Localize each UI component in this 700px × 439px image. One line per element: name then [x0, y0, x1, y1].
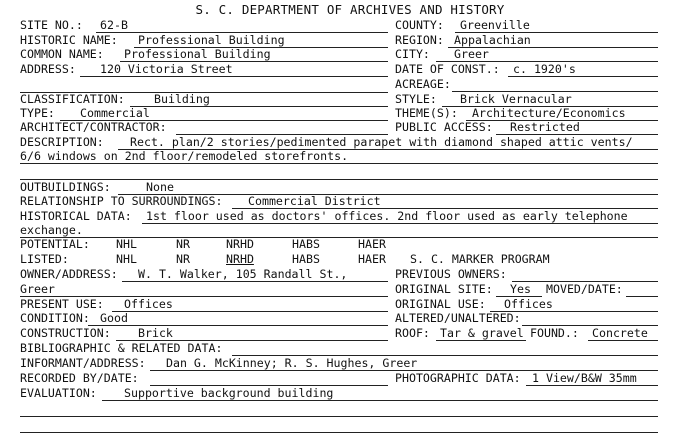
type-value: Commercial: [80, 106, 150, 120]
address-underline: [80, 76, 388, 77]
historical-data-label: HISTORICAL DATA:: [20, 209, 132, 223]
previous-owners-label: PREVIOUS OWNERS:: [395, 267, 507, 281]
roof-underline: [436, 340, 526, 341]
county-value: Greenville: [460, 18, 530, 32]
listed-label: LISTED:: [20, 252, 69, 266]
acreage-label: ACREAGE:: [395, 77, 451, 91]
evaluation-underline-3: [20, 432, 658, 433]
owner-address-line-2: Greer: [20, 282, 55, 296]
moved-date-underline: [626, 296, 658, 297]
condition-underline: [88, 325, 388, 326]
common-name-value: Professional Building: [124, 47, 271, 61]
common-name-label: COMMON NAME:: [20, 47, 104, 61]
owner-address-label: OWNER/ADDRESS:: [20, 267, 118, 281]
address-value: 120 Victoria Street: [100, 62, 233, 76]
original-site-value: Yes: [510, 282, 531, 296]
type-label: TYPE:: [20, 106, 55, 120]
foundation-value: Concrete: [592, 326, 648, 340]
address-label: ADDRESS:: [20, 62, 76, 76]
description-underline-2: [20, 163, 658, 164]
roof-value: Tar & gravel: [440, 326, 524, 340]
surroundings-value: Commercial District: [248, 194, 381, 208]
altered-label: ALTERED/UNALTERED:: [395, 311, 521, 325]
region-value: Appalachian: [454, 33, 531, 47]
classification-label: CLASSIFICATION:: [20, 92, 125, 106]
potential-haer: HAER: [358, 237, 386, 251]
description-line-1: Rect. plan/2 stories/pedimented parapet with diamond shaped attic vents/: [130, 135, 633, 149]
owner-address-line-1: W. T. Walker, 105 Randall St.,: [138, 267, 348, 281]
potential-nrhd: NRHD: [226, 237, 254, 251]
evaluation-underline-1: [102, 400, 658, 401]
evaluation-value: Supportive background building: [124, 386, 334, 400]
public-access-value: Restricted: [510, 120, 580, 134]
bibliographic-label: BIBLIOGRAPHIC & RELATED DATA:: [20, 341, 223, 355]
original-use-label: ORIGINAL USE:: [395, 297, 486, 311]
historical-data-line-2: exchange.: [20, 223, 83, 237]
owner-address-underline-1: [122, 281, 388, 282]
informant-value: Dan G. McKinney; R. S. Hughes, Greer: [166, 356, 418, 370]
city-value: Greer: [454, 47, 489, 61]
historical-data-underline-1: [142, 223, 658, 224]
original-site-label: ORIGINAL SITE:: [395, 282, 493, 296]
date-of-const-value: c. 1920's: [513, 62, 576, 76]
foundation-underline: [588, 340, 658, 341]
photographic-data-value: 1 View/B&W 35mm: [532, 371, 637, 385]
listed-haer: HAER: [358, 252, 386, 266]
listed-habs: HABS: [292, 252, 320, 266]
potential-nhl: NHL: [116, 237, 137, 251]
description-label: DESCRIPTION:: [20, 135, 104, 149]
region-label: REGION:: [395, 33, 444, 47]
site-no-label: SITE NO.:: [20, 18, 83, 32]
historic-name-value: Professional Building: [138, 33, 285, 47]
classification-underline: [130, 106, 388, 107]
style-value: Brick Vernacular: [460, 92, 572, 106]
present-use-label: PRESENT USE:: [20, 297, 104, 311]
themes-value: Architecture/Economics: [472, 106, 626, 120]
form-title: S. C. DEPARTMENT OF ARCHIVES AND HISTORY: [195, 2, 505, 17]
outbuildings-label: OUTBUILDINGS:: [20, 180, 111, 194]
moved-date-label: MOVED/DATE:: [546, 282, 623, 296]
marker-program-heading: S. C. MARKER PROGRAM: [410, 252, 550, 266]
description-underline-3: [20, 179, 658, 180]
present-use-underline: [112, 311, 388, 312]
site-no-value: 62-B: [100, 18, 128, 32]
potential-label: POTENTIAL:: [20, 237, 90, 251]
construction-label: CONSTRUCTION:: [20, 326, 111, 340]
foundation-label: FOUND.:: [530, 326, 579, 340]
city-label: CITY:: [395, 47, 430, 61]
listed-nr: NR: [176, 252, 190, 266]
date-of-const-label: DATE OF CONST.:: [395, 62, 500, 76]
evaluation-label: EVALUATION:: [20, 386, 97, 400]
construction-value: Brick: [138, 326, 173, 340]
style-label: STYLE:: [395, 92, 437, 106]
date-of-const-underline: [508, 76, 658, 77]
photographic-data-underline: [526, 385, 658, 386]
recorded-by-label: RECORDED BY/DATE:: [20, 371, 139, 385]
county-label: COUNTY:: [395, 18, 444, 32]
themes-label: THEME(S):: [395, 106, 458, 120]
potential-nr: NR: [176, 237, 190, 251]
condition-value: Good: [100, 311, 128, 325]
outbuildings-value: None: [146, 180, 174, 194]
photographic-data-label: PHOTOGRAPHIC DATA:: [395, 371, 521, 385]
roof-label: ROOF:: [395, 326, 430, 340]
listed-nhl: NHL: [116, 252, 137, 266]
classification-value: Building: [154, 92, 210, 106]
description-line-2: 6/6 windows on 2nd floor/remodeled storefronts.: [20, 149, 349, 163]
present-use-value: Offices: [124, 297, 173, 311]
historic-name-label: HISTORIC NAME:: [20, 33, 118, 47]
public-access-label: PUBLIC ACCESS:: [395, 120, 493, 134]
evaluation-underline-2: [20, 416, 658, 417]
informant-label: INFORMANT/ADDRESS:: [20, 356, 146, 370]
condition-label: CONDITION:: [20, 311, 90, 325]
listed-nrhd-checked: NRHD: [226, 252, 254, 266]
surroundings-label: RELATIONSHIP TO SURROUNDINGS:: [20, 194, 223, 208]
architect-label: ARCHITECT/CONTRACTOR:: [20, 120, 167, 134]
historical-data-line-1: 1st floor used as doctors' offices. 2nd floor used as early telephone: [146, 209, 628, 223]
potential-habs: HABS: [292, 237, 320, 251]
original-use-value: Offices: [504, 297, 553, 311]
